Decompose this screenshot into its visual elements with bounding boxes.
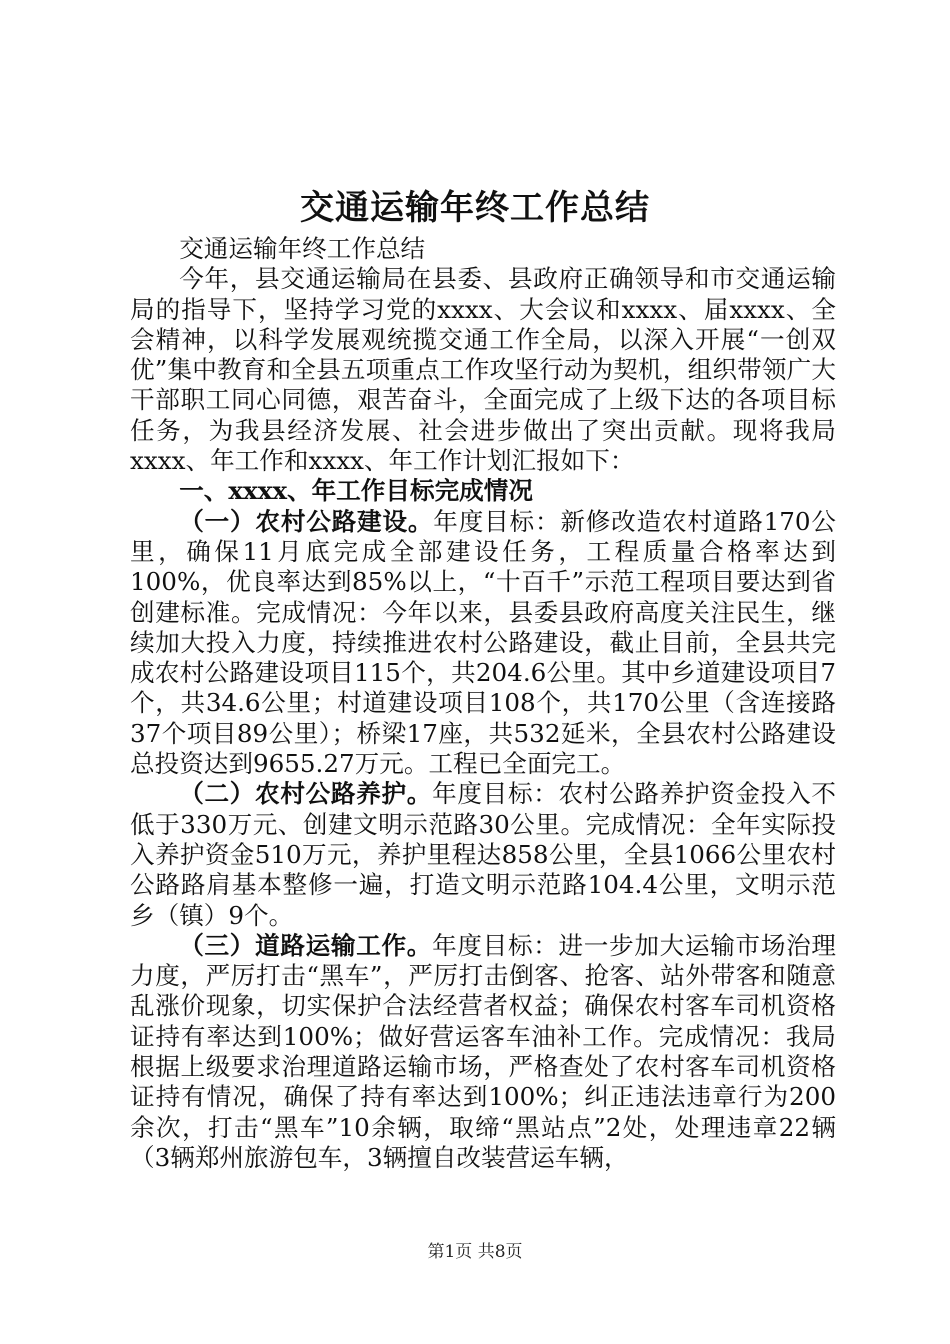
item-paragraph-road-transport — [130, 931, 836, 1173]
item-lead: （一）农村公路建设。 — [179, 506, 434, 536]
document-body — [130, 234, 836, 1173]
document-subtitle: 交通运输年终工作总结 — [179, 234, 426, 263]
section-heading: 一、xxxx、年工作目标完成情况 — [179, 476, 533, 506]
document-title: 交通运输年终工作总结 — [300, 188, 650, 228]
item-text: 年度目标：新修改造农村道路170公里，确保11月底完成全部建设任务，工程质量合格率达到100%，优良率达到85%以上，“十百千”示范工程项目要达到省创建标准。完成情况：今年以来，县委县政府高度关注民生，继续加大投入力度，持续推进农村公路建设，截止目前，全县共完成农村公路建设项目115个，共204.6公里。其中乡道建设项目7个，共34.6公里；村道建设项目108个，共170公里（含连接路37个项目89公里）；桥梁17座，共532延米，全县农村公路建设总投资达到9655.27万元。工程已全面完工。 — [130, 506, 836, 779]
item-lead: （三）道路运输工作。 — [179, 930, 433, 960]
item-paragraph-rural-road-maintenance — [130, 779, 836, 930]
item-lead: （二）农村公路养护。 — [179, 779, 433, 809]
item-paragraph-rural-road-construction — [130, 507, 836, 780]
intro-paragraph: 今年，县交通运输局在县委、县政府正确领导和市交通运输局的指导下，坚持学习党的xxxx、大会议和xxxx、届xxxx、全会精神，以科学发展观统揽交通工作全局，以深入开展“一创双优”集中教育和全县五项重点工作攻坚行动为契机，组织带领广大干部职工同心同德，艰苦奋斗，全面完成了上级下达的各项目标任务，为我县经济发展、社会进步做出了突出贡献。现将我局xxxx、年工作和xxxx、年工作计划汇报如下： — [130, 264, 836, 476]
item-text: 年度目标：进一步加大运输市场治理力度，严厉打击“黑车”，严厉打击倒客、抢客、站外带客和随意乱涨价现象，切实保护合法经营者权益；确保农村客车司机资格证持有率达到100%；做好营运客车油补工作。完成情况：我局根据上级要求治理道路运输市场，严格查处了农村客车司机资格证持有情况，确保了持有率达到100%；纠正违法违章行为200余次，打击“黑车”10余辆，取缔“黑站点”2处，处理违章22辆（3辆郑州旅游包车，3辆擅自改装营运车辆， — [130, 930, 836, 1172]
page-number: 第1页 共8页 — [427, 1242, 523, 1262]
item-text: 年度目标：农村公路养护资金投入不低于330万元、创建文明示范路30公里。完成情况：全年实际投入养护资金510万元，养护里程达858公里，全县1066公里农村公路路肩基本整修一遍，打造文明示范路104.4公里，文明示范乡（镇）9个。 — [130, 779, 836, 930]
